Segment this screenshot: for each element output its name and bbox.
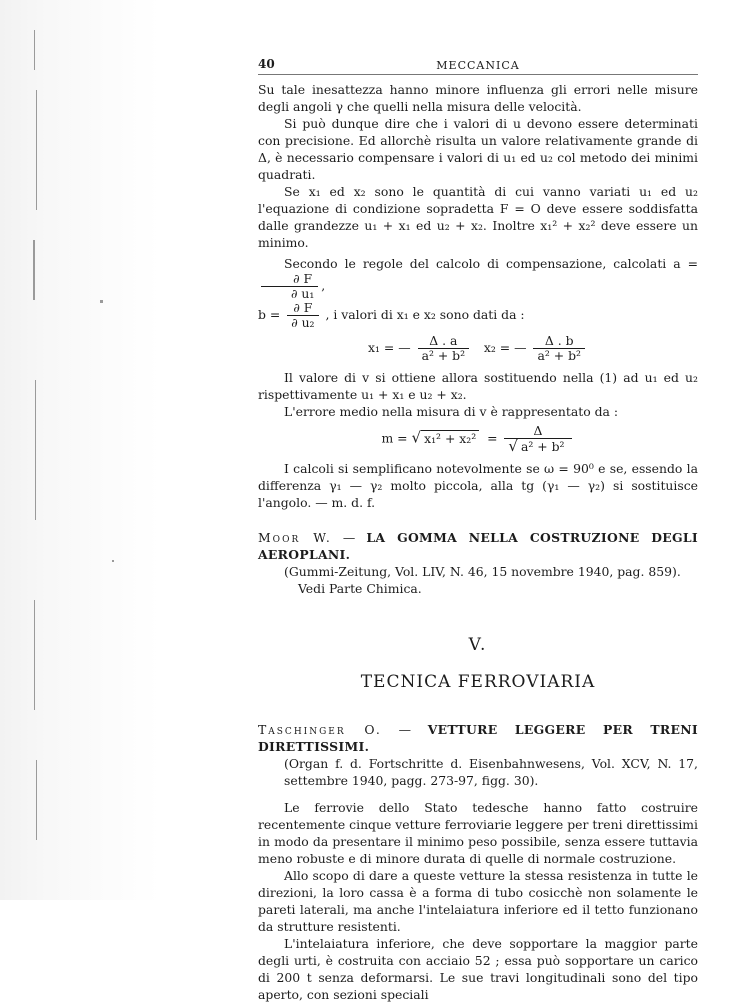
scan-speck xyxy=(100,300,103,303)
fraction-denominator: a² + b² xyxy=(537,348,581,363)
scan-speck xyxy=(34,600,35,710)
equation-m xyxy=(258,424,698,454)
equation-x xyxy=(258,334,698,363)
fraction-denominator: √ a² + b² xyxy=(504,439,571,454)
paragraph: Il valore di v si ottiene allora sostituendo nella (1) ad u₁ ed u₂ rispettivamente u₁ + x₁ e u₂ + x₂. xyxy=(258,370,698,402)
paragraph: Si può dunque dire che i valori di u devono essere determinati con precisione. Ed allorchè risulta un valore relativamente grande di Δ, è necessario compensare i valori di u₁ ed u₂ col metodo dei minimi quadrati. xyxy=(258,116,698,182)
scan-margin-shadow xyxy=(0,0,160,900)
entry-dash: — xyxy=(342,530,356,545)
scan-speck xyxy=(35,380,36,520)
equation-lhs: x₂ = — xyxy=(483,340,527,355)
text-segment: , i valori di x₁ e x₂ sono dati da : xyxy=(325,307,525,322)
bibliographic-entry xyxy=(258,721,698,789)
text-segment: Secondo le regole del calcolo di compensazione, calcolati a = xyxy=(284,256,698,271)
equation-lhs: x₁ = — xyxy=(368,340,411,355)
paragraph: L'intelaiatura inferiore, che deve sopportare la maggior parte degli urti, è costruita con acciaio 52 ; essa può sopportare un carico di 200 t senza deformarsi. Le sue travi longitudinali sono del tipo aperto, con sezioni speciali xyxy=(258,936,698,1002)
fraction-numerator: Δ . a xyxy=(418,334,470,349)
fraction-numerator: ∂ F xyxy=(287,301,318,316)
entry-title: VETTURE LEGGERE PER TRENI DIRETTISSIMI. xyxy=(258,722,698,754)
fraction-numerator: Δ . b xyxy=(533,334,585,349)
entry-author: Moor W. xyxy=(258,530,332,545)
paragraph: Se x₁ ed x₂ sono le quantità di cui vanno variati u₁ ed u₂ l'equazione di condizione sopradetta F = O deve essere soddisfatta dalle grandezze u₁ + x₁ ed u₂ + x₂. Inoltre x₁² + x₂² deve essere un minimo. xyxy=(258,184,698,250)
radical-sign: √ xyxy=(411,428,422,447)
running-head xyxy=(258,56,698,75)
scan-speck xyxy=(36,90,37,210)
running-title: MECCANICA xyxy=(436,59,520,72)
equation-lhs: m = xyxy=(381,430,408,446)
scan-speck xyxy=(112,560,114,562)
radicand: x₁² + x₂² xyxy=(421,430,479,446)
page-content xyxy=(258,56,698,1003)
paragraph: L'errore medio nella misura di v è rappresentato da : xyxy=(284,404,619,419)
fraction-a xyxy=(261,272,318,301)
page-number: 40 xyxy=(258,57,275,71)
entry-heading xyxy=(258,529,698,563)
equation-fraction xyxy=(418,334,470,363)
equals-sign: = xyxy=(487,430,498,446)
fraction-denominator: ∂ u₁ xyxy=(291,286,315,301)
text-segment: b = xyxy=(258,307,281,322)
fraction-denominator: ∂ u₂ xyxy=(291,315,315,330)
entry-source: (Organ f. d. Fortschritte d. Eisenbahnwesens, Vol. XCV, N. 17, settembre 1940, pagg. 273-97, figg. 30). xyxy=(284,756,698,788)
entry-author: Taschinger O. xyxy=(258,722,382,737)
section-title: TECNICA FERROVIARIA xyxy=(360,672,596,692)
fraction-numerator: ∂ F xyxy=(261,272,318,287)
entry-heading xyxy=(258,721,698,755)
paragraph: I calcoli si semplificano notevolmente se ω = 90⁰ e se, essendo la differenza γ₁ — γ₂ molto piccola, alla tg (γ₁ — γ₂) si sostituisce l'angolo. — m. d. f. xyxy=(258,461,698,510)
fraction-b xyxy=(287,301,318,330)
paragraph: Le ferrovie dello Stato tedesche hanno fatto costruire recentemente cinque vetture ferroviarie leggere per treni direttissimi in modo da presentare il minimo peso possibile, senza essere tuttavia meno robuste e di minore durata di quelle di normale costruzione. xyxy=(258,800,698,866)
paragraph-compensation-cont xyxy=(258,301,698,330)
bibliographic-entry xyxy=(258,529,698,597)
scan-speck xyxy=(34,30,35,70)
scan-speck xyxy=(33,240,35,300)
equation-fraction xyxy=(533,334,585,363)
fraction-denominator: a² + b² xyxy=(421,348,466,363)
equation-fraction xyxy=(504,424,571,454)
section-numeral: V. xyxy=(468,635,488,655)
fraction-numerator: Δ xyxy=(504,424,571,439)
entry-title: LA GOMMA NELLA COSTRUZIONE DEGLI AEROPLANI. xyxy=(258,530,698,562)
paragraph: Su tale inesattezza hanno minore influenza gli errori nelle misure degli angoli γ che quelli nella misura delle velocità. xyxy=(258,82,698,114)
entry-dash: — xyxy=(398,722,411,737)
paragraph: Allo scopo di dare a queste vetture la stessa resistenza in tutte le direzioni, la loro cassa è a forma di tubo cosicchè non solamente le pareti laterali, ma anche l'intelaiatura inferiore ed il tetto funzionano da strutture resistenti. xyxy=(258,868,698,934)
entry-see-also: Vedi Parte Chimica. xyxy=(298,581,422,596)
scan-speck xyxy=(36,760,37,840)
paragraph-compensation: Secondo le regole del calcolo di compensazione, calcolati a = $\frac{\partial F}{\text{∂ u₁}}$ , xyxy=(258,255,698,301)
entry-source: (Gummi-Zeitung, Vol. LIV, N. 46, 15 novembre 1940, pag. 859). xyxy=(284,564,681,579)
